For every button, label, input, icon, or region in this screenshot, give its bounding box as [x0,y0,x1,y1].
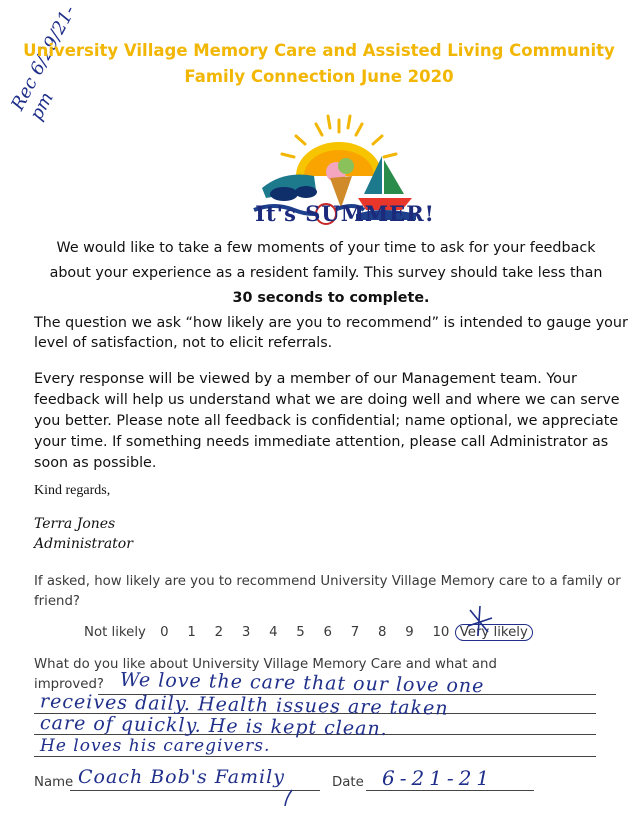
feedback-answer[interactable]: We love the care that our love one [119,668,485,698]
intro-line: your time. If something needs immediate attention, please call Administrator as [34,434,609,450]
name-underline-mark [282,788,296,808]
scale-high-label-selected[interactable]: Very likely [455,624,533,641]
name-label: Name [34,775,74,790]
question-feedback: What do you like about University Village Memory Care and what and [34,657,497,672]
scale-option[interactable]: 3 [241,625,251,640]
scale-option[interactable]: 5 [296,625,305,640]
intro-line: We would like to take a few moments of your time to ask for your feedback [56,240,596,256]
intro-line: soon as possible. [34,455,157,471]
feedback-answer[interactable]: He loves his caregivers. [40,736,271,756]
scale-option[interactable]: 2 [214,625,224,640]
selection-mark-icon [464,604,494,638]
scale-option[interactable]: 6 [323,625,332,640]
summer-logo-text: It's SUMMER! [255,201,435,226]
scale-option[interactable]: 7 [350,625,360,640]
scale-option[interactable]: 9 [405,625,414,640]
date-field[interactable]: 6-21-21 [382,766,495,790]
intro-line: The question we ask “how likely are you to recommend” is intended to gauge your [34,315,628,331]
scale-option[interactable]: 4 [269,625,278,640]
question-feedback-cont: improved? [34,677,104,692]
date-label: Date [332,775,364,790]
intro-line-emphasis: 30 seconds to complete. [232,290,430,306]
scale-option[interactable]: 1 [187,625,196,640]
feedback-answer[interactable]: care of quickly. He is kept clean. [39,711,388,741]
header-subtitle: Family Connection June 2020 [184,67,454,86]
scale-option[interactable]: 10 [432,625,450,640]
administrator-title: Administrator [34,536,133,552]
received-stamp: Rec 6/29/21-pm [7,2,81,124]
date-field-rule [366,790,534,791]
feedback-answer[interactable]: receives daily. Health issues are taken [39,690,449,720]
header-title: University Village Memory Care and Assisted Living Community [23,41,615,60]
closing-regards: Kind regards, [34,483,111,498]
question-recommend-cont: friend? [34,594,80,609]
intro-line: level of satisfaction, not to elicit referrals. [34,335,333,351]
scale-option[interactable]: 0 [160,625,169,640]
answer-line-rule [34,756,596,757]
intro-line: about your experience as a resident family. This survey should take less than [49,265,603,281]
scale-low-label: Not likely [84,625,146,640]
intro-line: feedback will help us understand what we are doing well and where we can serve [34,392,620,408]
scale-option[interactable]: 8 [378,625,387,640]
intro-line: you better. Please note all feedback is confidential; name optional, we appreciate [34,413,619,429]
administrator-name: Terra Jones [34,516,116,532]
name-field[interactable]: Coach Bob's Family [78,766,285,788]
intro-line: Every response will be viewed by a member of our Management team. Your [34,371,577,387]
question-recommend: If asked, how likely are you to recommend University Village Memory care to a family or [34,574,621,589]
